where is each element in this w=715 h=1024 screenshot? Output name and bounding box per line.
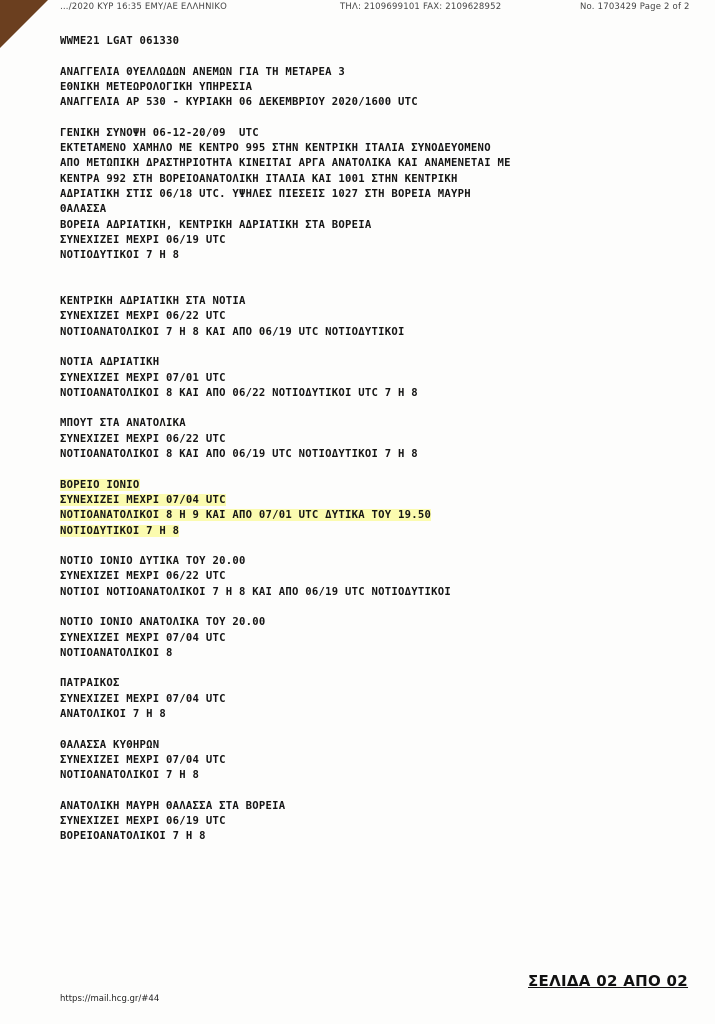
bulletin-line: ΒΟΡΕΙΟΑΝΑΤΟΛΙΚΟΙ 7 Η 8 bbox=[60, 830, 206, 843]
bulletin-line: ΝΟΤΙΟΑΝΑΤΟΛΙΚΟΙ 8 ΚΑΙ ΑΠΟ 06/22 ΝΟΤΙΟΔΥΤΙΚΟΙ UTC 7 Η 8 bbox=[60, 386, 418, 399]
bulletin-line: ΘΑΛΑΣΣΑ ΚΥΘΗΡΩΝ bbox=[60, 738, 160, 751]
fax-header-strip bbox=[40, 0, 700, 14]
bulletin-line: ΜΠΟΥΤ ΣΤΑ ΑΝΑΤΟΛΙΚΑ bbox=[60, 417, 186, 430]
bulletin-line: ΘΑΛΑΣΣΑ bbox=[60, 203, 107, 216]
bulletin-line: ΠΑΤΡΑΙΚΟΣ bbox=[60, 677, 120, 690]
bulletin-line: ΝΟΤΙΟΑΝΑΤΟΛΙΚΟΙ 7 Η 8 ΚΑΙ ΑΠΟ 06/19 UTC ΝΟΤΙΟΔΥΤΙΚΟΙ bbox=[60, 325, 405, 338]
blank-line bbox=[60, 110, 690, 125]
bulletin-line: ΚΕΝΤΡΙΚΗ ΑΔΡΙΑΤΙΚΗ ΣΤΑ ΝΟΤΙΑ bbox=[60, 295, 246, 308]
bulletin-line: ΝΟΤΙΟ ΙΟΝΙΟ ΑΝΑΤΟΛΙΚΑ ΤΟΥ 20.00 bbox=[60, 616, 266, 629]
bulletin-line: ΣΥΝΕΧΙΖΕΙ ΜΕΧΡΙ 07/04 UTC bbox=[60, 753, 226, 766]
fax-header-right: No. 1703429 Page 2 of 2 bbox=[580, 2, 690, 12]
blank-line bbox=[60, 401, 690, 416]
fax-header-middle: ΤΗΛ: 2109699101 FAX: 2109628952 bbox=[340, 2, 502, 12]
bulletin-line: ΣΥΝΕΧΙΖΕΙ ΜΕΧΡΙ 06/22 UTC bbox=[60, 310, 226, 323]
bulletin-line: ΕΚΤΕΤΑΜΕΝΟ ΧΑΜΗΛΟ ΜΕ ΚΕΝΤΡΟ 995 ΣΤΗΝ ΚΕΝΤΡΙΚΗ ΙΤΑΛΙΑ ΣΥΝΟΔΕΥΟΜΕΝΟ bbox=[60, 142, 491, 155]
blank-line bbox=[60, 722, 690, 737]
bulletin-line: ΝΟΤΙΟΔΥΤΙΚΟΙ 7 Η 8 bbox=[60, 249, 180, 262]
bulletin-line: ΝΟΤΙΟΑΝΑΤΟΛΙΚΟΙ 8 ΚΑΙ ΑΠΟ 06/19 UTC ΝΟΤΙΟΔΥΤΙΚΟΙ 7 Η 8 bbox=[60, 448, 418, 461]
bulletin-line: ΑΝΑΤΟΛΙΚΗ ΜΑΥΡΗ ΘΑΛΑΣΣΑ ΣΤΑ ΒΟΡΕΙΑ bbox=[60, 799, 286, 812]
bulletin-line: ΑΔΡΙΑΤΙΚΗ ΣΤΙΣ 06/18 UTC. ΥΨΗΛΕΣ ΠΙΕΣΕΙΣ 1027 ΣΤΗ ΒΟΡΕΙΑ ΜΑΥΡΗ bbox=[60, 187, 471, 200]
bulletin-line: ΣΥΝΕΧΙΖΕΙ ΜΕΧΡΙ 06/22 UTC bbox=[60, 432, 226, 445]
blank-line bbox=[60, 340, 690, 355]
blank-line bbox=[60, 661, 690, 676]
bulletin-line: ΣΥΝΕΧΙΖΕΙ ΜΕΧΡΙ 07/04 UTC bbox=[60, 493, 226, 506]
footer-url: https://mail.hcg.gr/#44 bbox=[60, 994, 160, 1004]
blank-line bbox=[60, 49, 690, 64]
bulletin-line: ΣΥΝΕΧΙΖΕΙ ΜΕΧΡΙ 07/04 UTC bbox=[60, 631, 226, 644]
blank-line bbox=[60, 600, 690, 615]
bulletin-line: ΝΟΤΙΟΑΝΑΤΟΛΙΚΟΙ 8 bbox=[60, 646, 173, 659]
fax-header-left: …/2020 ΚΥΡ 16:35 ΕΜΥ/ΑΕ ΕΛΛΗΝΙΚΟ bbox=[60, 2, 228, 12]
bulletin-body bbox=[60, 34, 690, 845]
bulletin-line: ΝΟΤΙΟΑΝΑΤΟΛΙΚΟΙ 8 Η 9 ΚΑΙ ΑΠΟ 07/01 UTC ΔΥΤΙΚΑ ΤΟΥ 19.50 bbox=[60, 509, 432, 522]
bulletin-line: ΣΥΝΕΧΙΖΕΙ ΜΕΧΡΙ 07/04 UTC bbox=[60, 692, 226, 705]
bulletin-line: ΣΥΝΕΧΙΖΕΙ ΜΕΧΡΙ 06/19 UTC bbox=[60, 815, 226, 828]
bulletin-line: ΓΕΝΙΚΗ ΣΥΝΟΨΗ 06-12-20/09 UTC bbox=[60, 126, 259, 139]
bulletin-line: ΑΠΟ ΜΕΤΩΠΙΚΗ ΔΡΑΣΤΗΡΙΟΤΗΤΑ ΚΙΝΕΙΤΑΙ ΑΡΓΑ ΑΝΑΤΟΛΙΚΑ ΚΑΙ ΑΝΑΜΕΝΕΤΑΙ ΜΕ bbox=[60, 157, 511, 170]
bulletin-line: ΣΥΝΕΧΙΖΕΙ ΜΕΧΡΙ 07/01 UTC bbox=[60, 371, 226, 384]
bulletin-line: ΝΟΤΙΑ ΑΔΡΙΑΤΙΚΗ bbox=[60, 356, 160, 369]
blank-line bbox=[60, 279, 690, 294]
bulletin-line: ΝΟΤΙΟΑΝΑΤΟΛΙΚΟΙ 7 Η 8 bbox=[60, 769, 200, 782]
bulletin-line: WWME21 LGAT 061330 bbox=[60, 35, 180, 47]
blank-line bbox=[60, 462, 690, 477]
bulletin-line: ΒΟΡΕΙΟ ΙΟΝΙΟ bbox=[60, 478, 140, 491]
blank-line bbox=[60, 784, 690, 799]
bulletin-line: ΝΟΤΙΟΔΥΤΙΚΟΙ 7 Η 8 bbox=[60, 524, 180, 537]
bulletin-line: ΚΕΝΤΡΑ 992 ΣΤΗ ΒΟΡΕΙΟΑΝΑΤΟΛΙΚΗ ΙΤΑΛΙΑ ΚΑΙ 1001 ΣΤΗΝ ΚΕΝΤΡΙΚΗ bbox=[60, 172, 458, 185]
bulletin-line: ΑΝΑΓΓΕΛΙΑ ΘΥΕΛΛΩΔΩΝ ΑΝΕΜΩΝ ΓΙΑ ΤΗ ΜΕΤΑΡΕΑ 3 bbox=[60, 65, 346, 78]
blank-line bbox=[60, 539, 690, 554]
bulletin-line: ΑΝΑΤΟΛΙΚΟΙ 7 Η 8 bbox=[60, 708, 167, 721]
blank-line bbox=[60, 263, 690, 278]
bulletin-line: ΝΟΤΙΟΙ ΝΟΤΙΟΑΝΑΤΟΛΙΚΟΙ 7 Η 8 ΚΑΙ ΑΠΟ 06/19 UTC ΝΟΤΙΟΔΥΤΙΚΟΙ bbox=[60, 585, 452, 598]
page-number: ΣΕΛΙΔΑ 02 ΑΠΟ 02 bbox=[528, 972, 689, 990]
bulletin-line: ΒΟΡΕΙΑ ΑΔΡΙΑΤΙΚΗ, ΚΕΝΤΡΙΚΗ ΑΔΡΙΑΤΙΚΗ ΣΤΑ ΒΟΡΕΙΑ bbox=[60, 218, 372, 231]
bulletin-line: ΝΟΤΙΟ ΙΟΝΙΟ ΔΥΤΙΚΑ ΤΟΥ 20.00 bbox=[60, 555, 246, 568]
bulletin-line: ΣΥΝΕΧΙΖΕΙ ΜΕΧΡΙ 06/22 UTC bbox=[60, 570, 226, 583]
bulletin-line: ΑΝΑΓΓΕΛΙΑ ΑΡ 530 - ΚΥΡΙΑΚΗ 06 ΔΕΚΕΜΒΡΙΟΥ 2020/1600 UTC bbox=[60, 96, 418, 109]
bulletin-line: ΣΥΝΕΧΙΖΕΙ ΜΕΧΡΙ 06/19 UTC bbox=[60, 233, 226, 246]
bulletin-line: ΕΘΝΙΚΗ ΜΕΤΕΩΡΟΛΟΓΙΚΗ ΥΠΗΡΕΣΙΑ bbox=[60, 80, 253, 93]
